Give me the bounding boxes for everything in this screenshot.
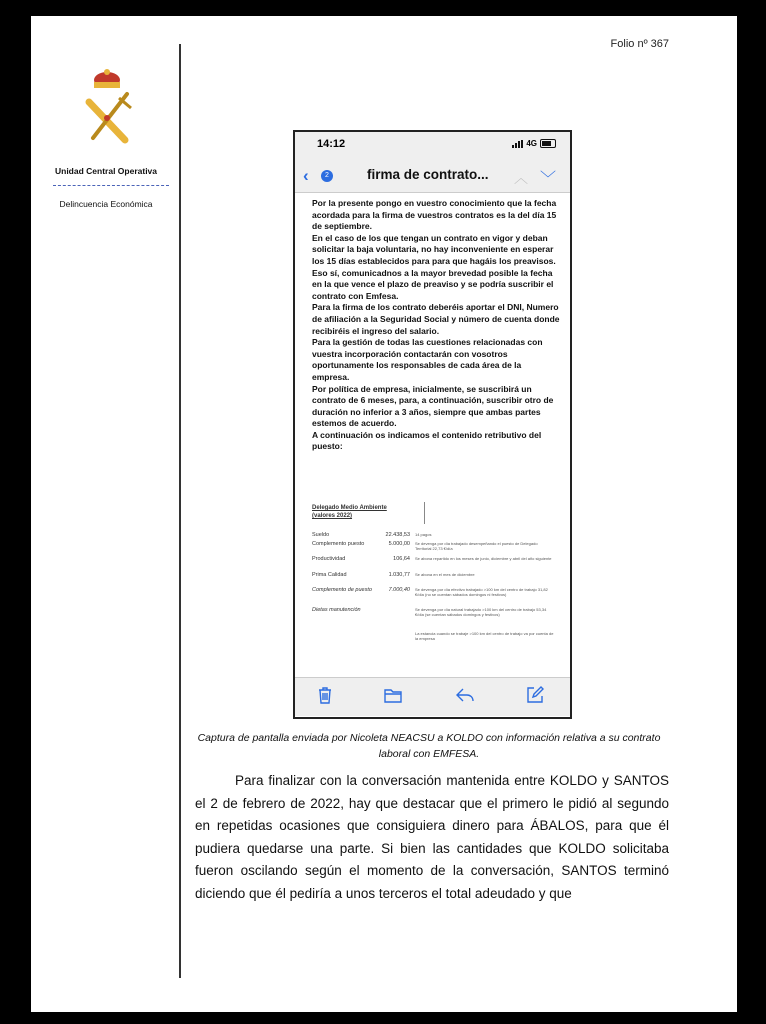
department-name: Delincuencia Económica (59, 199, 153, 209)
compose-icon[interactable] (525, 685, 545, 705)
unit-name: Unidad Central Operativa (54, 166, 158, 176)
folio-number: Folio nº 367 (610, 38, 669, 50)
network-label: 4G (526, 139, 537, 148)
phone-screenshot (293, 130, 572, 719)
status-bar (295, 132, 570, 160)
reply-icon[interactable] (455, 685, 475, 705)
row-amount: 7.000,40 (388, 587, 410, 593)
row-note: La estancia cuando se trabaje >100 km del centro de trabajo va por cuenta de la empresa (415, 631, 554, 641)
mail-paragraph: Por política de empresa, inicialmente, se suscribirá un contrato de 6 meses, para, a continuación, suscribir otro de duración no inferior a 3 años, siempre que ambas partes estemos de acuerdo. (312, 383, 554, 429)
figure-caption: Captura de pantalla enviada por Nicoleta NEACSU a KOLDO con información relativa a su contrato laboral con EMFESA. (197, 732, 661, 760)
trash-icon[interactable] (315, 685, 335, 705)
signal-icon (512, 140, 523, 148)
row-amount: 22.438,53 (385, 532, 410, 538)
mail-paragraph: Por la presente pongo en vuestro conocimiento que la fecha acordada para la firma de vuestros contratos es la del día 15 de septiembre. (312, 198, 557, 232)
battery-icon (540, 139, 556, 148)
chevron-up-icon[interactable]: ︿ (514, 170, 528, 186)
row-note: Se abona repartido en los meses de junio, diciembre y abril del año siguiente (415, 556, 552, 561)
mail-paragraph: Para la gestión de todas las cuestiones relacionadas con vuestra incorporación contactarán con vosotros oportunamente los responsables de cada área de la empresa. (312, 337, 543, 382)
row-note: Se devenga por día trabajado desempeñando el puesto de Delegado Territorial 22,73 €/día (415, 541, 538, 551)
table-divider (424, 502, 425, 524)
row-label: Prima Calidad (312, 572, 347, 578)
mail-paragraph: A continuación os indicamos el contenido retributivo del puesto: (312, 429, 542, 452)
folder-icon[interactable] (383, 685, 403, 705)
margin-rule (179, 44, 181, 978)
row-amount: 106,64 (393, 556, 410, 562)
unit-divider (53, 185, 169, 186)
row-amount: 1.030,77 (388, 572, 410, 578)
row-note: 14 pagos (415, 532, 432, 537)
row-label: Productividad (312, 556, 346, 562)
row-amount: 5.000,00 (388, 541, 410, 547)
guardia-civil-emblem-icon (75, 68, 139, 146)
row-note: Se abona en el mes de diciembre (415, 572, 475, 577)
status-time: 14:12 (317, 138, 346, 150)
mail-subject: firma de contrato... (367, 167, 489, 182)
body-paragraph: Para finalizar con la conversación mantenida entre KOLDO y SANTOS el 2 de febrero de 2022, hay que destacar que el primero le pidió al segundo en repetidas ocasiones que consiguiera dinero para ÁBALOS, para que él pudiera quedarse una parte. Si bien las cantidades que KOLDO solicitaba fueron oscilando según el momento de la conversación, SANTOS terminó diciendo que él pediría a unos terceros el total adeudado y que (195, 773, 669, 901)
mail-toolbar (295, 677, 570, 716)
unread-badge: 2 (321, 170, 333, 182)
mail-body (312, 198, 560, 453)
row-note: Se devenga por día natural trabajado >100 km del centro de trabajo 53,34 €/día (se cuentan sábados domingos y festivos) (415, 607, 547, 617)
status-network (512, 139, 556, 148)
mail-paragraph: En el caso de los que tengan un contrato en vigor y deban solicitar la baja voluntaria, no hay inconveniente en esperar los 15 días establecidos para para que hagáis los preavisos. Eso sí, comunicadnos a la mayor brevedad posible la fecha en la que vence el plazo de preaviso y se podría suscribir el contrato con Emfesa. (312, 232, 556, 301)
mail-navbar (295, 160, 570, 193)
mail-paragraph: Para la firma de los contrato deberéis aportar el DNI, Numero de afiliación a la Seguridad Social y número de cuenta donde recibiréis el ingreso del salario. (312, 302, 560, 336)
row-note: Se devenga por día efectivo trabajado >100 km del centro de trabajo 31,82 €/día (no se cuentan sábados domingos ni festivos) (415, 587, 548, 597)
document-page (31, 16, 737, 1012)
back-chevron-icon[interactable]: ‹ (303, 166, 309, 185)
row-label: Complemento de puesto (312, 587, 372, 593)
salary-table-header: Delegado Medio Ambiente (valores 2022) (312, 505, 387, 519)
row-label: Dietas manutención (312, 607, 361, 613)
salary-table (312, 504, 562, 641)
row-label: Complemento puesto (312, 541, 365, 547)
chevron-down-icon[interactable]: ﹀ (539, 171, 556, 188)
row-label: Sueldo (312, 532, 330, 538)
